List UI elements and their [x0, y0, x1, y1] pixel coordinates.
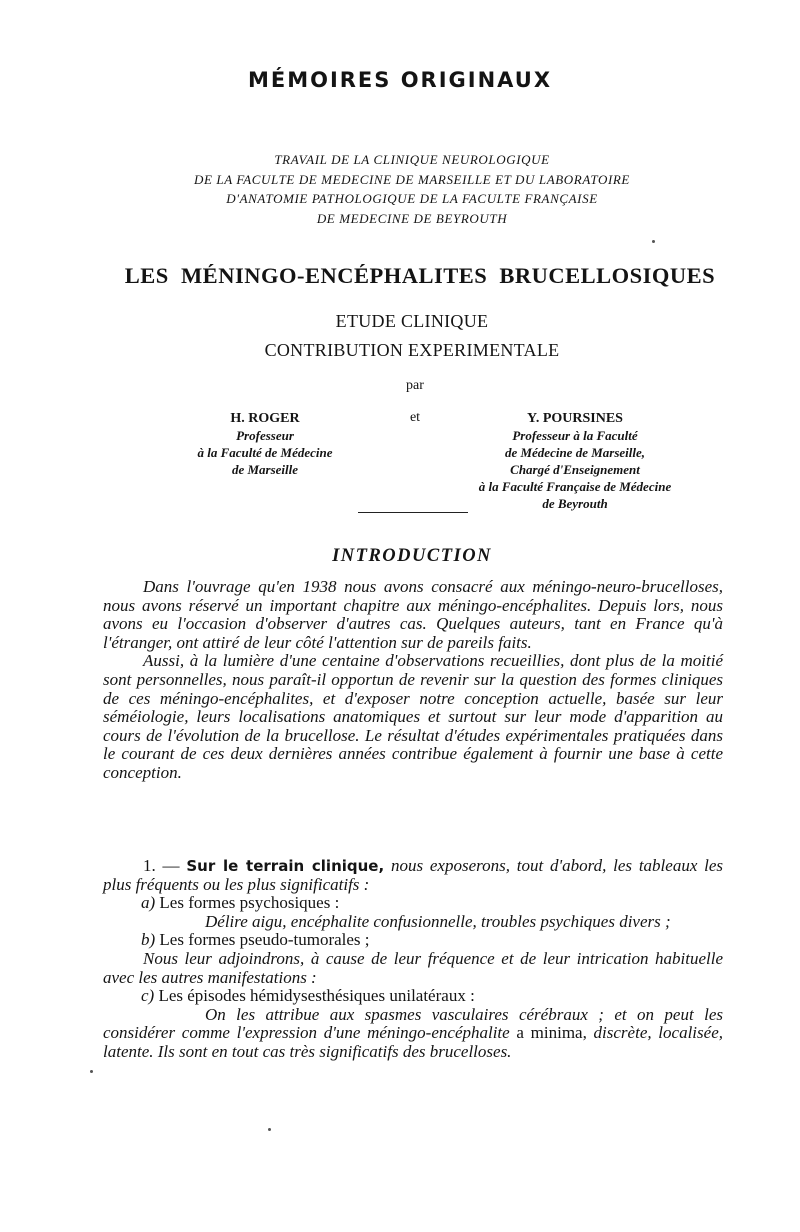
clinical-section	[103, 857, 723, 1062]
print-speck	[268, 1128, 271, 1131]
author-role-line: de Médecine de Marseille,	[504, 445, 646, 460]
list-item-c-detail	[103, 1006, 723, 1062]
list-label: b)	[141, 930, 156, 950]
list-text: Les formes psychosiques :	[159, 893, 340, 913]
author-left	[150, 410, 380, 478]
list-label: a)	[141, 893, 156, 913]
author-role-line: de Marseille	[231, 462, 299, 477]
paragraph: Dans l'ouvrage qu'en 1938 nous avons consacré aux méningo-neuro-brucelloses, nous avons réservé un important chapitre aux méningo-encéphalites. Depuis lors, nous avons eu l'occasion d'observer d'autres cas. Quelques auteurs, tant en France qu'à l'étranger, ont attiré de leur côté l'attention sur de pareils faits.	[103, 577, 723, 652]
print-speck	[652, 240, 655, 243]
author-conjunction: et	[409, 410, 421, 425]
list-label: c)	[141, 986, 155, 1006]
article-subtitle-1: ETUDE CLINIQUE	[335, 311, 489, 331]
detail-text: discrète, localisée, latente. Ils sont en tout cas très significatifs des brucelloses.	[103, 1023, 723, 1061]
author-role-line: à la Faculté Française de Médecine	[478, 479, 672, 494]
paragraph: Aussi, à la lumière d'une centaine d'observations recueillies, dont plus de la moitié sont personnelles, nous paraît-il opportun de revenir sur la question des formes cliniques de ces méningo-encéphalites, et d'exposer notre conception actuelle, basée sur leur séméiologie, leurs localisations anatomiques et surtout sur leur mode d'apparition au cours de l'évolution de la brucellose. Le résultat d'études expérimentales pratiquées dans le courant de ces deux dernières années contribue également à fournir une base à cette conception.	[103, 651, 723, 782]
author-role-line: à la Faculté de Médecine	[197, 445, 333, 460]
point-text: nous exposerons, tout d'abord, les tableaux les plus fréquents ou les plus significatifs :	[103, 856, 724, 894]
author-role-line: Chargé d'Enseignement	[510, 462, 640, 477]
author-role-line: Professeur	[236, 428, 294, 443]
list-item-b	[103, 931, 723, 950]
list-text: Les formes pseudo-tumorales ;	[159, 930, 370, 950]
list-item-c	[103, 987, 723, 1006]
affiliation-line: D'ANATOMIE PATHOLOGIQUE DE LA FACULTE FRANÇAISE	[226, 191, 598, 206]
author-role-line: Professeur à la Faculté	[512, 428, 638, 443]
author-right	[425, 410, 725, 512]
intro-body	[103, 578, 723, 783]
list-item-a-detail: Délire aigu, encéphalite confusionnelle, troubles psychiques divers ;	[205, 911, 671, 931]
detail-text-roman: a minima,	[516, 1023, 587, 1043]
point-number: 1. —	[143, 856, 180, 875]
author-name: Y. POURSINES	[527, 411, 623, 426]
by-label: par	[406, 378, 424, 393]
affiliation-line: TRAVAIL DE LA CLINIQUE NEUROLOGIQUE	[274, 152, 550, 167]
author-name: H. ROGER	[230, 411, 300, 426]
paragraph: Nous leur adjoindrons, à cause de leur fréquence et de leur intrication habituelle avec les autres manifestations :	[103, 948, 723, 987]
separator-rule	[358, 512, 468, 513]
author-role-line: de Beyrouth	[542, 496, 608, 511]
section-header: MÉMOIRES ORIGINAUX	[247, 68, 553, 92]
intro-heading: INTRODUCTION	[332, 546, 492, 566]
affiliation-line: DE MEDECINE DE BEYROUTH	[316, 210, 508, 226]
list-text: Les épisodes hémidysesthésiques unilatéraux :	[158, 986, 475, 1006]
article-subtitle-2: CONTRIBUTION EXPERIMENTALE	[264, 340, 560, 360]
point-heading: Sur le terrain clinique,	[186, 857, 385, 875]
detail-text: On les attribue aux spasmes vasculaires cérébraux ; et on peut les considérer comme l'expression d'une méningo-encéphalite	[103, 1004, 723, 1043]
list-item-a	[103, 894, 723, 913]
print-speck	[90, 1070, 93, 1073]
affiliation-block	[100, 150, 724, 228]
article-title: LES MÉNINGO-ENCÉPHALITES BRUCELLOSIQUES	[124, 263, 716, 288]
affiliation-line: DE LA FACULTE DE MEDECINE DE MARSEILLE ET DU LABORATOIRE	[194, 171, 630, 187]
point-1	[103, 857, 723, 894]
